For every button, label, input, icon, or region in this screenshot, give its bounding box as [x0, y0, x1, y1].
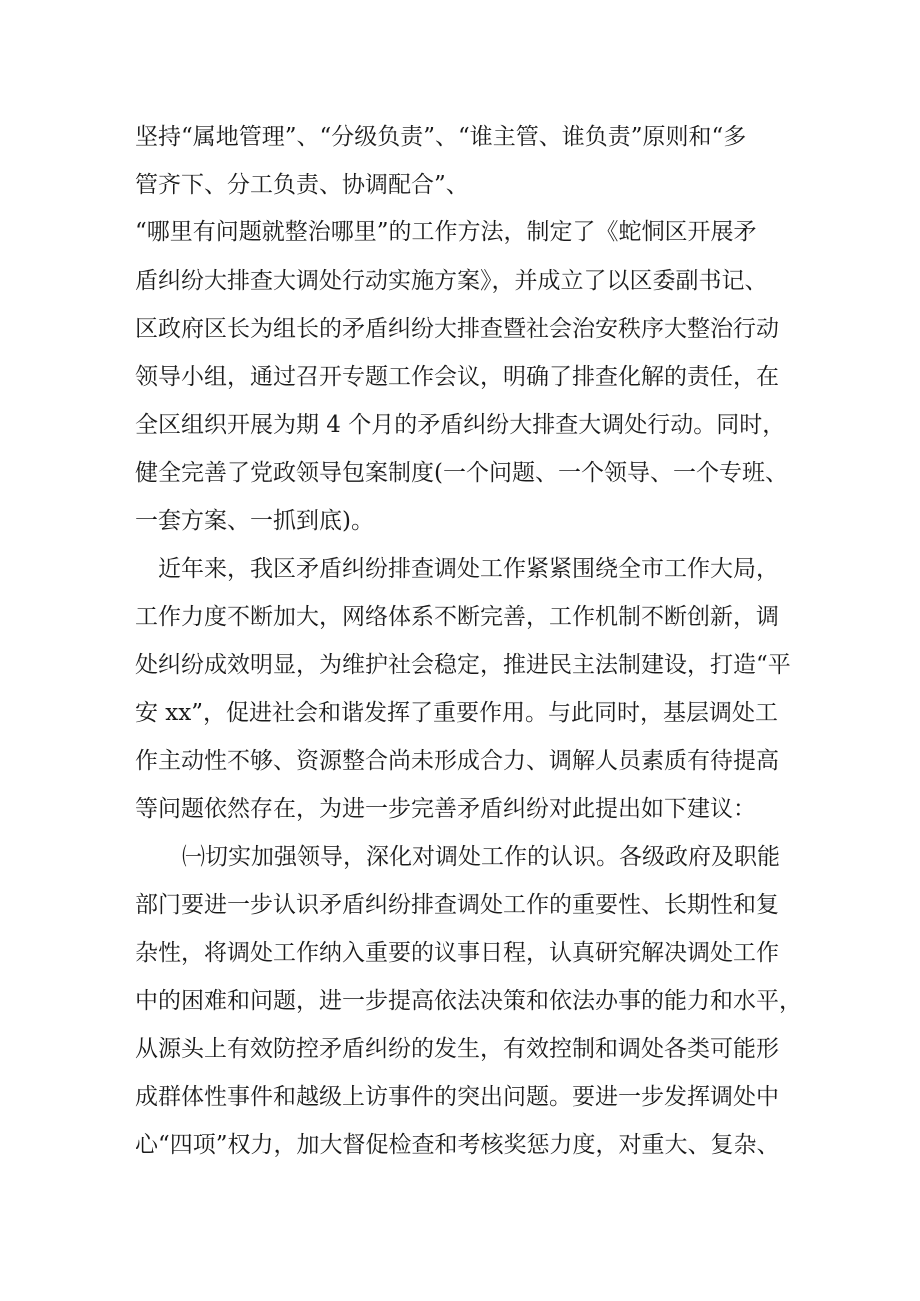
text-line: 健全完善了党政领导包案制度(一个问题、一个领导、一个专班、 [135, 460, 788, 486]
text-line: 全区组织开展为期 4 个月的矛盾纠纷大排查大调处行动。同时， [135, 412, 786, 438]
text-line: 盾纠纷大排查大调处行动实施方案》，并成立了以区委副书记、 [135, 268, 768, 294]
text-line: “哪里有问题就整治哪里”的工作方法，制定了《蛇恫区开展矛 [135, 219, 757, 245]
text-line: 等问题依然存在，为进一步完善矛盾纠纷对此提出如下建议： [135, 796, 756, 822]
text-line: 坚持“属地管理”、“分级负责”、“谁主管、谁负责”原则和“多 [135, 124, 747, 150]
text-line: 处纠纷成效明显，为维护社会稳定，推进民主法制建设，打造“平 [135, 652, 791, 678]
text-line: 作主动性不够、资源整合尚未形成合力、调解人员素质有待提高 [135, 748, 779, 774]
text-line: 领导小组，通过召开专题工作会议，明确了排查化解的责任，在 [135, 364, 779, 390]
text-line: 管齐下、分工负责、协调配合”、 [135, 172, 469, 198]
paragraph-start-line: ㈠切实加强领导，深化对调处工作的认识。各级政府及职能 [182, 844, 780, 870]
text-line: 成群体性事件和越级上访事件的突出问题。要进一步发挥调处中 [135, 1084, 779, 1110]
text-line: 工作力度不断加大，网络体系不断完善，工作机制不断创新，调 [135, 604, 779, 630]
text-line: 部门要进一步认识矛盾纠纷排查调处工作的重要性、长期性和复 [135, 892, 779, 918]
text-line: 中的困难和问题，进一步提高依法决策和依法办事的能力和水平， [135, 988, 802, 1014]
text-line: 心“四项”权力，加大督促检查和考核奖惩力度，对重大、复杂、 [135, 1132, 780, 1158]
text-line: 杂性，将调处工作纳入重要的议事日程，认真研究解决调处工作 [135, 940, 779, 966]
text-line: 安 xx”，促进社会和谐发挥了重要作用。与此同时，基层调处工 [135, 700, 779, 726]
text-line: 一套方案、一抓到底)。 [135, 508, 374, 534]
paragraph-start-line: 近年来，我区矛盾纠纷排查调处工作紧紧围绕全市工作大局， [158, 556, 779, 582]
text-line: 区政府区长为组长的矛盾纠纷大排查暨社会治安秩序大整治行动 [135, 316, 779, 342]
text-line: 从源头上有效防控矛盾纠纷的发生，有效控制和调处各类可能形 [135, 1036, 779, 1062]
